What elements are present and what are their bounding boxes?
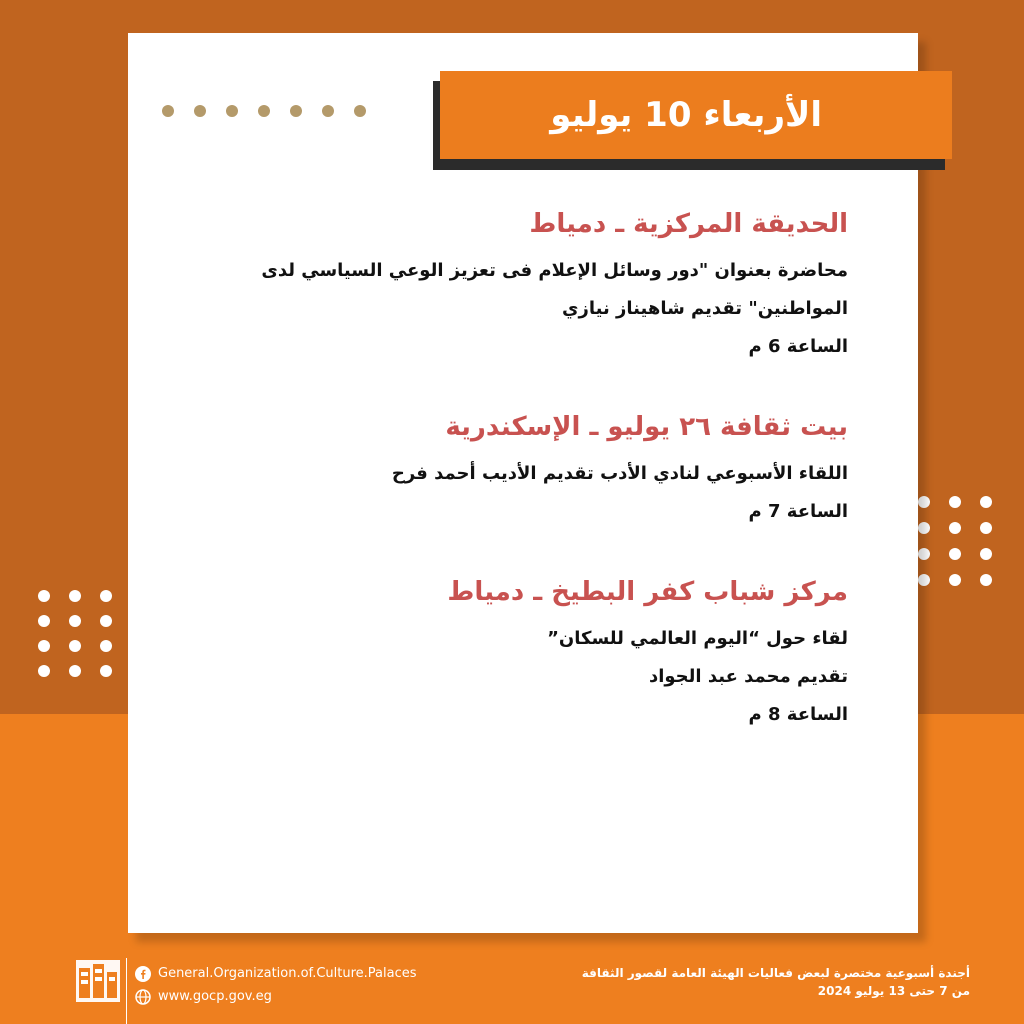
event-item (180, 399, 848, 531)
dot (100, 615, 112, 627)
dot (69, 640, 81, 652)
date-banner (440, 71, 952, 159)
dot (980, 496, 992, 508)
dot (100, 590, 112, 602)
dot (322, 105, 334, 117)
event-description: اللقاء الأسبوعي لنادي الأدب تقديم الأديب أحمد فرح (391, 463, 848, 484)
dot (162, 105, 174, 117)
dot (38, 615, 50, 627)
dot (980, 522, 992, 534)
dot (226, 105, 238, 117)
decorative-dots-left (38, 590, 112, 677)
event-description: لقاء حول “اليوم العالمي للسكان” (547, 628, 848, 649)
dot (38, 640, 50, 652)
decorative-dots-right (918, 496, 992, 586)
website-url: www.gocp.gov.eg (158, 989, 272, 1004)
dot (949, 522, 961, 534)
facebook-icon (135, 966, 151, 982)
event-description: المواطنين" تقديم شاهيناز نيازي (562, 298, 848, 319)
events-list (180, 196, 848, 767)
dot (949, 496, 961, 508)
dot (258, 105, 270, 117)
event-venue: بيت ثقافة ٢٦ يوليو ـ الإسكندرية (445, 412, 848, 442)
agenda-description: أجندة أسبوعية مختصرة لبعض فعاليات الهيئة العامة لقصور الثقافة (581, 966, 970, 980)
culture-palaces-logo-icon (76, 960, 120, 1002)
footer-divider (126, 958, 127, 1024)
facebook-link[interactable] (135, 962, 417, 985)
dot (69, 590, 81, 602)
dot (949, 548, 961, 560)
event-venue: الحديقة المركزية ـ دمياط (529, 209, 848, 239)
dot (354, 105, 366, 117)
event-venue: مركز شباب كفر البطيخ ـ دمياط (447, 577, 848, 607)
event-time: الساعة 7 م (748, 501, 848, 522)
dot (194, 105, 206, 117)
agenda-date-range: من 7 حتى 13 يوليو 2024 (817, 984, 970, 998)
event-presenter: تقديم محمد عبد الجواد (648, 666, 848, 687)
dot (100, 640, 112, 652)
dot (69, 615, 81, 627)
dot (980, 548, 992, 560)
dot (100, 665, 112, 677)
decorative-dots-top (162, 105, 366, 117)
footer (0, 950, 1024, 1024)
dot (949, 574, 961, 586)
event-time: الساعة 6 م (748, 336, 848, 357)
event-item (180, 564, 848, 734)
globe-icon (135, 989, 151, 1005)
date-title: الأربعاء 10 يوليو (550, 95, 822, 135)
facebook-page-name: General.Organization.of.Culture.Palaces (158, 966, 417, 981)
dot (290, 105, 302, 117)
dot (38, 590, 50, 602)
event-item (180, 196, 848, 366)
event-description: محاضرة بعنوان "دور وسائل الإعلام فى تعزيز الوعي السياسي لدى (261, 260, 848, 281)
social-links (135, 962, 417, 1008)
event-time: الساعة 8 م (748, 704, 848, 725)
agenda-caption (581, 964, 970, 1000)
dot (69, 665, 81, 677)
dot (38, 665, 50, 677)
dot (980, 574, 992, 586)
website-link[interactable] (135, 985, 417, 1008)
